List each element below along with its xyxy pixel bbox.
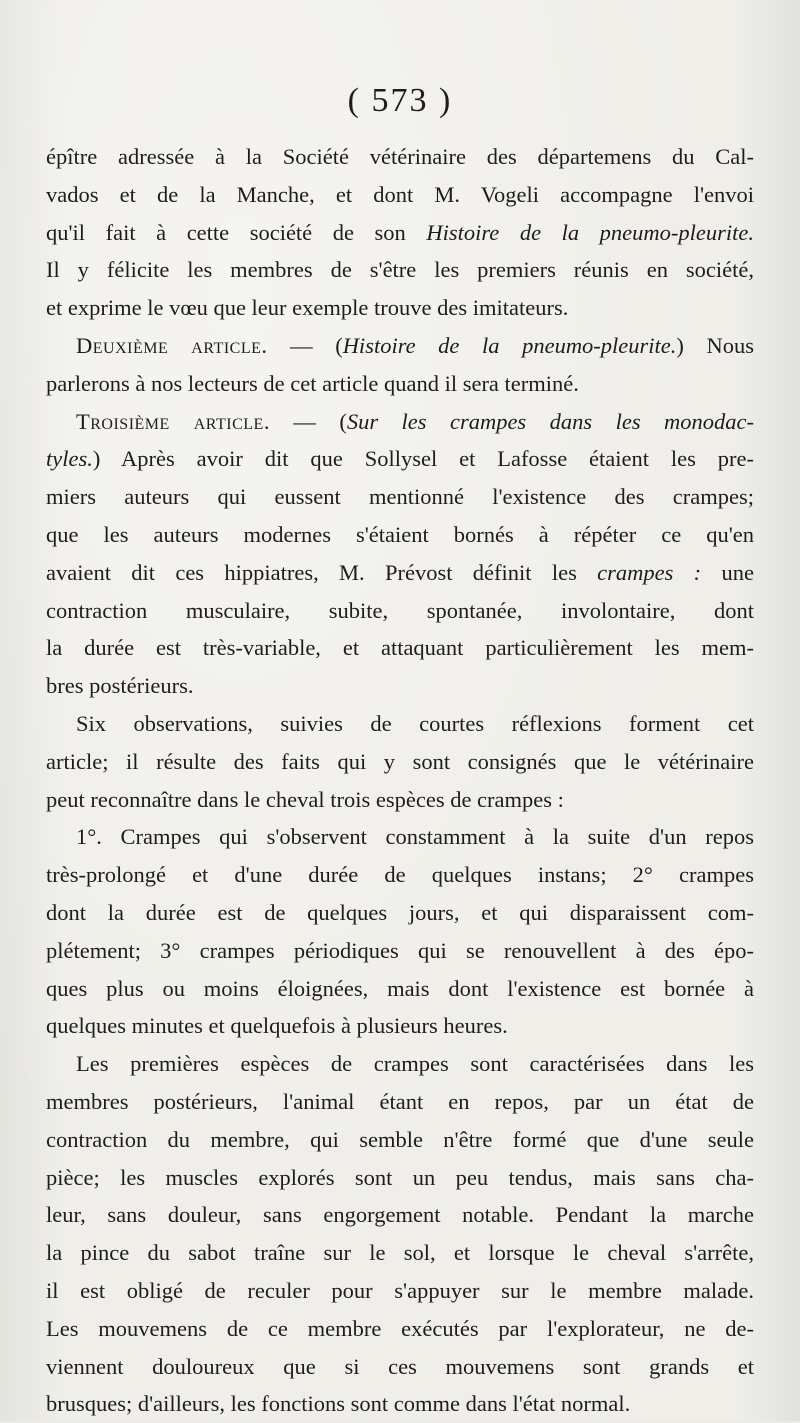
paragraph-2 xyxy=(46,327,754,403)
text-line: article; il résulte des faits qui y sont consignés que le vétérinaire xyxy=(46,748,754,774)
text-line: Les premières espèces de crampes sont caractérisées dans les xyxy=(76,1051,754,1077)
paragraph-1 xyxy=(46,138,754,327)
paragraph-4 xyxy=(46,705,754,818)
text-fragment: ) Après avoir dit que Sollysel et Lafosse étaient les pre- xyxy=(92,446,754,472)
article-title: Histoire de la pneumo-pleurite. xyxy=(342,332,677,358)
text-line: plétement; 3° crampes périodiques qui se renouvellent à des épo- xyxy=(46,937,754,963)
article-heading: Deuxième article. xyxy=(76,332,268,358)
text-line xyxy=(46,327,754,365)
text-line xyxy=(46,554,754,592)
book-title: Histoire de la pneumo-pleurite. xyxy=(426,219,754,245)
text-fragment: une xyxy=(701,559,754,585)
text-line: miers auteurs qui eussent mentionné l'existence des crampes; xyxy=(46,484,754,510)
text-line xyxy=(46,440,754,478)
text-line: peut reconnaître dans le cheval trois espèces de crampes : xyxy=(46,786,564,812)
body-text xyxy=(46,138,754,1423)
text-fragment: avaient dit ces hippiatres, M. Prévost définit les xyxy=(46,559,598,585)
text-line: la pince du sabot traîne sur le sol, et lorsque le cheval s'arrête, xyxy=(46,1240,754,1266)
paragraph-5 xyxy=(46,818,754,1045)
article-heading: Troisième article. xyxy=(76,408,270,434)
text-line: et exprime le vœu que leur exemple trouve des imitateurs. xyxy=(46,295,569,321)
text-line: brusques; d'ailleurs, les fonctions sont comme dans l'état normal. xyxy=(46,1391,631,1417)
text-line: que les auteurs modernes s'étaient bornés à répéter ce qu'en xyxy=(46,521,754,547)
text-line: pièce; les muscles explorés sont un peu tendus, mais sans cha- xyxy=(46,1164,754,1190)
text-line: leur, sans douleur, sans engorgement notable. Pendant la marche xyxy=(46,1202,754,1228)
text-line: viennent douloureux que si ces mouvemens sont grands et xyxy=(46,1353,754,1379)
text-line: Six observations, suivies de courtes réflexions forment cet xyxy=(76,710,754,736)
text-line: contraction du membre, qui semble n'être formé que d'une seule xyxy=(46,1126,754,1152)
text-fragment: — ( xyxy=(269,408,347,434)
text-line: parlerons à nos lecteurs de cet article quand il sera terminé. xyxy=(46,370,579,396)
text-line: vados et de la Manche, et dont M. Vogeli accompagne l'envoi xyxy=(46,181,754,207)
text-line: contraction musculaire, subite, spontanée, involontaire, dont xyxy=(46,597,754,623)
paragraph-3 xyxy=(46,403,754,705)
text-line xyxy=(46,214,754,252)
text-line xyxy=(46,403,754,441)
text-line: Les mouvemens de ce membre exécutés par l'explorateur, ne de- xyxy=(46,1315,754,1341)
term-crampes: crampes : xyxy=(597,559,702,585)
text-line: très-prolongé et d'une durée de quelques instans; 2° crampes xyxy=(46,862,754,888)
paragraph-6 xyxy=(46,1045,754,1423)
text-fragment: — ( xyxy=(267,332,343,358)
text-line: dont la durée est de quelques jours, et qui disparaissent com- xyxy=(46,899,754,925)
text-line: il est obligé de reculer pour s'appuyer sur le membre malade. xyxy=(46,1277,754,1303)
article-title: Sur les crampes dans les monodac- xyxy=(346,408,754,434)
text-line: membres postérieurs, l'animal étant en repos, par un état de xyxy=(46,1088,754,1114)
page-number: ( 573 ) xyxy=(347,82,453,119)
article-title: tyles. xyxy=(46,446,93,472)
text-line: ques plus ou moins éloignées, mais dont l'existence est bornée à xyxy=(46,975,754,1001)
text-line: quelques minutes et quelquefois à plusieurs heures. xyxy=(46,1013,508,1039)
text-line: Il y félicite les membres de s'être les premiers réunis en société, xyxy=(46,257,754,283)
text-line: la durée est très-variable, et attaquant particulièrement les mem- xyxy=(46,635,754,661)
text-fragment: qu'il fait à cette société de son xyxy=(46,219,427,245)
text-line: bres postérieurs. xyxy=(46,673,194,699)
text-line: épître adressée à la Société vétérinaire des départemens du Cal- xyxy=(46,144,754,169)
text-line: 1°. Crampes qui s'observent constamment à la suite d'un repos xyxy=(76,824,754,850)
text-fragment: ) Nous xyxy=(676,332,754,358)
